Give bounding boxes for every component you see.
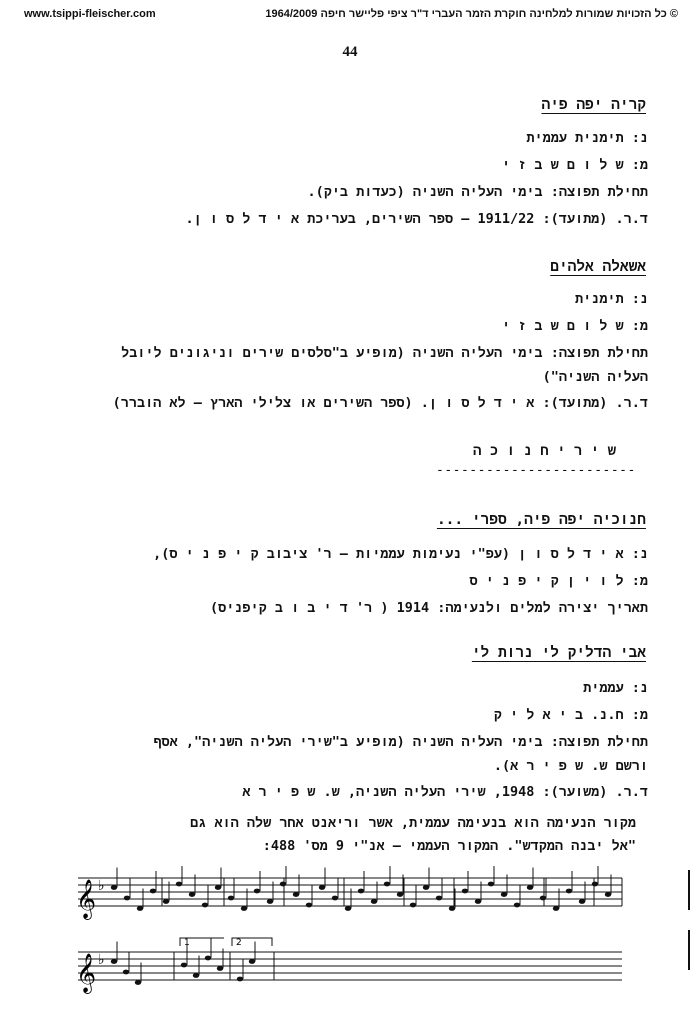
page-number: 44 bbox=[342, 44, 358, 60]
note-head bbox=[228, 896, 234, 901]
note-head bbox=[527, 885, 533, 890]
note-head bbox=[202, 903, 208, 908]
avi-source-note: מקור הנעימה הוא בנעימה עממית, אשר וריאנט אחר שלה הוא גם bbox=[190, 815, 636, 831]
note-head bbox=[181, 963, 187, 968]
treble-clef-icon: 𝄞 bbox=[76, 879, 97, 919]
music-score bbox=[74, 866, 630, 1006]
copyright-notice: © כל הזכויות שמורות למלחינה חוקרת הזמר העברי ד"ר ציפי פליישר חיפה 1964/2009 bbox=[265, 8, 678, 20]
note-head bbox=[540, 896, 546, 901]
page-edge-mark-2 bbox=[688, 930, 690, 970]
note-head bbox=[410, 903, 416, 908]
note-head bbox=[462, 889, 468, 894]
eshala-spread-line-2: העליה השניה") bbox=[542, 369, 648, 385]
note-head bbox=[215, 885, 221, 890]
note-head bbox=[501, 892, 507, 897]
staff-top bbox=[78, 878, 622, 906]
note-head bbox=[488, 882, 494, 887]
song-title-kirya: קריה יפה פיה bbox=[541, 97, 646, 113]
hanukiya-music-line: מ: ל ו י ן ק י פ נ י ס bbox=[469, 573, 648, 589]
note-head bbox=[397, 892, 403, 897]
note-head bbox=[436, 896, 442, 901]
note-head bbox=[371, 899, 377, 904]
heading-dash-rule: ------------------------ bbox=[436, 463, 636, 478]
note-head bbox=[237, 977, 243, 982]
avi-spread-line: תחילת תפוצה: בימי העליה השניה (מופיע ב"שירי העליה השניה", אסף bbox=[153, 734, 648, 750]
eshala-lyrics-line: נ: תימנית bbox=[575, 291, 648, 307]
page-edge-mark bbox=[688, 870, 690, 910]
note-head bbox=[249, 959, 255, 964]
note-head bbox=[358, 889, 364, 894]
note-head bbox=[319, 885, 325, 890]
note-head bbox=[241, 906, 247, 911]
avi-spread-line-2: ורשם ש. ש פ י ר א). bbox=[493, 758, 648, 774]
avi-source-note-2: "אל יבנה המקדש". המקור העממי – אנ"י 9 מס' 488: bbox=[262, 838, 636, 854]
note-head bbox=[306, 903, 312, 908]
note-head bbox=[345, 906, 351, 911]
website-url: www.tsippi-fleischer.com bbox=[24, 8, 156, 20]
staff-bottom bbox=[78, 952, 622, 980]
note-head bbox=[205, 956, 211, 961]
hanukiya-lyrics-line: נ: א י ד ל ס ו ן (עפ"י נעימות עממיות – ר' ציבוב ק י פ נ י ס), bbox=[153, 546, 648, 562]
song-title-avi: אבי הדליק לי נרות לי bbox=[471, 645, 646, 661]
note-head bbox=[566, 889, 572, 894]
eshala-doc-line: ד.ר. (מתועד): א י ד ל ס ו ן. (ספר השירים או צלילי הארץ – לא הוברר) bbox=[112, 395, 648, 411]
note-head bbox=[514, 903, 520, 908]
kirya-doc-line: ד.ר. (מתועד): 1911/22 – ספר השירים, בעריכת א י ד ל ס ו ן. bbox=[185, 211, 648, 227]
flat-sign-icon: ♭ bbox=[98, 878, 105, 894]
note-head bbox=[124, 896, 130, 901]
note-head bbox=[254, 889, 260, 894]
eshala-music-line: מ: ש ל ו ם ש ב ז י bbox=[501, 318, 648, 334]
song-title-hanukiya: חנוכיה יפה פיה, ספרי ... bbox=[436, 512, 646, 528]
note-head bbox=[293, 892, 299, 897]
note-head bbox=[135, 980, 141, 985]
kirya-spread-line: תחילת תפוצה: בימי העליה השניה (כעדות ביק). bbox=[307, 184, 648, 200]
note-head bbox=[150, 889, 156, 894]
volta-1-label: 1 bbox=[184, 938, 190, 948]
note-head bbox=[193, 973, 199, 978]
note-head bbox=[176, 882, 182, 887]
note-head bbox=[123, 970, 129, 975]
kirya-music-line: מ: ש ל ו ם ש ב ז י bbox=[501, 157, 648, 173]
note-head bbox=[111, 885, 117, 890]
note-head bbox=[475, 899, 481, 904]
avi-music-line: מ: ח.נ. ב י א ל י ק bbox=[493, 707, 648, 723]
hanukkah-songs-heading: ש י ר י ח נ ו כ ה bbox=[472, 443, 616, 459]
note-head bbox=[189, 892, 195, 897]
hanukiya-date-line: תאריך יצירה למלים ולנעימה: 1914 ( ר' ד י ב ו ב קיפניס) bbox=[209, 600, 648, 616]
note-head bbox=[553, 906, 559, 911]
note-head bbox=[423, 885, 429, 890]
volta-2-label: 2 bbox=[236, 938, 242, 948]
note-head bbox=[332, 896, 338, 901]
treble-clef-icon: 𝄞 bbox=[76, 953, 97, 993]
kirya-lyrics-line: נ: תימנית עממית bbox=[526, 130, 648, 146]
eshala-spread-line: תחילת תפוצה: בימי העליה השניה (מופיע ב"סלסים שירים וניגונים ליובל bbox=[121, 345, 648, 361]
avi-doc-line: ד.ר. (משוער): 1948, שירי העליה השניה, ש. ש פ י ר א bbox=[242, 784, 648, 800]
volta-brackets bbox=[180, 938, 272, 946]
note-head bbox=[280, 882, 286, 887]
note-head bbox=[137, 906, 143, 911]
note-head bbox=[592, 882, 598, 887]
flat-sign-icon: ♭ bbox=[98, 952, 105, 968]
note-head bbox=[217, 966, 223, 971]
note-head bbox=[384, 882, 390, 887]
note-head bbox=[605, 892, 611, 897]
note-head bbox=[579, 899, 585, 904]
note-head bbox=[111, 959, 117, 964]
note-head bbox=[267, 899, 273, 904]
note-head bbox=[163, 899, 169, 904]
note-head bbox=[449, 906, 455, 911]
avi-lyrics-line: נ: עממית bbox=[583, 680, 648, 696]
song-title-eshala: אשאלה אלהים bbox=[550, 259, 646, 275]
